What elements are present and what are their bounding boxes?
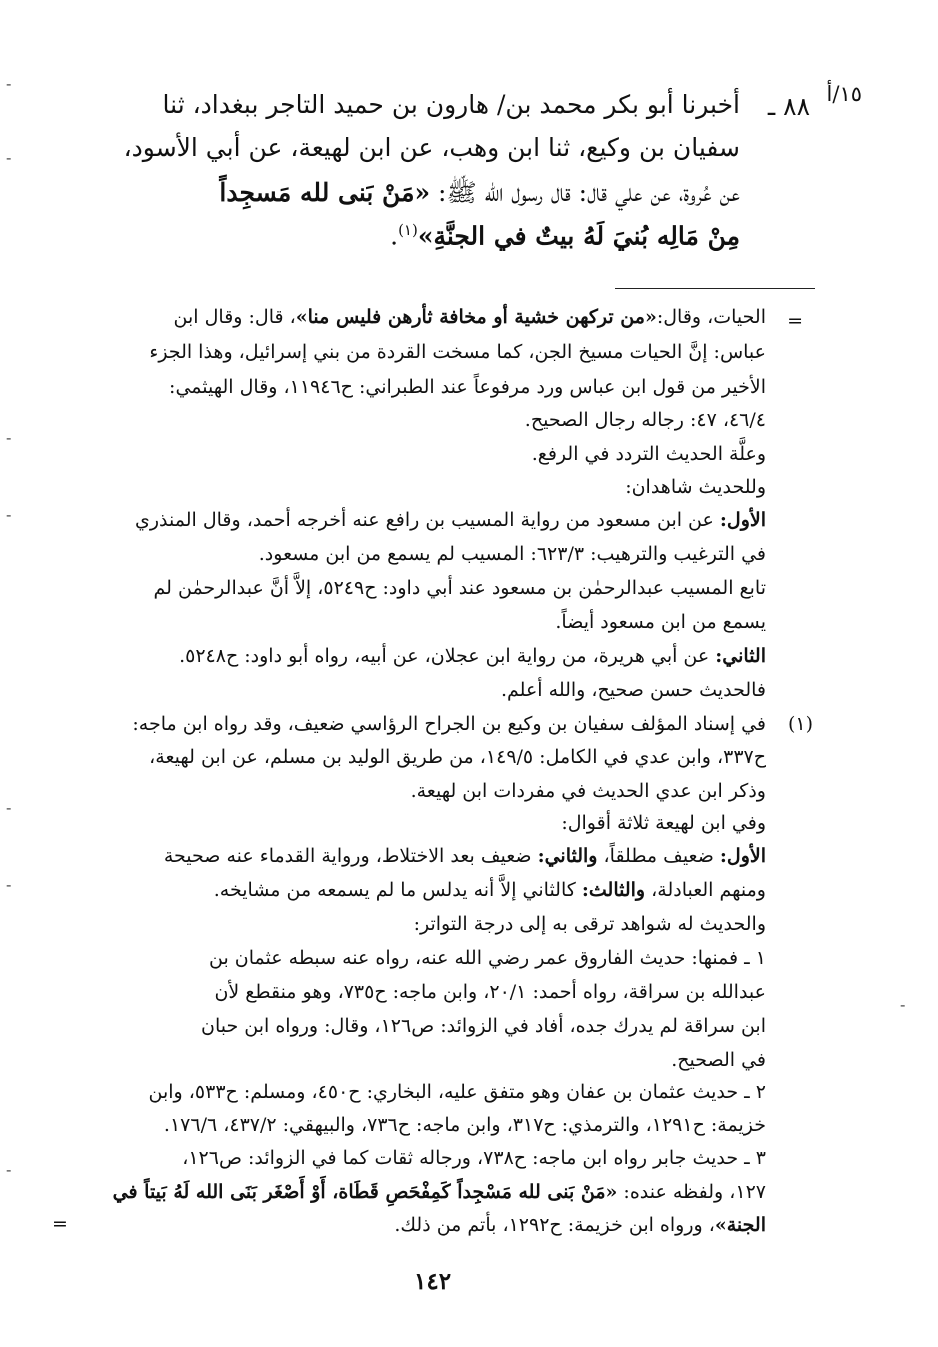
footnote-line: ٤٦/٤، ٤٧: رجاله رجال الصحيح. bbox=[524, 409, 766, 431]
footnote-line: ٢ ـ حديث عثمان بن عفان وهو متفق عليه، البخاري: ح٤٥٠، ومسلم: ح٥٣٣، وابن bbox=[148, 1081, 766, 1103]
footnote-ref: (١) bbox=[398, 221, 418, 239]
footnote-number: (١) bbox=[787, 713, 813, 735]
footnote-line: ح٣٣٧، وابن عدي في الكامل: ١٤٩/٥، من طريق الوليد بن مسلم، عن ابن لهيعة، bbox=[149, 746, 766, 768]
footnote-line: وذكر ابن عدي الحديث في مفردات ابن لهيعة. bbox=[410, 780, 766, 802]
footnote-line: الأول: ضعيف مطلقاً، والثاني: ضعيف بعد الاختلاط، ورواية القدماء عنه صحيحة bbox=[163, 845, 766, 867]
footnote-separator bbox=[615, 288, 815, 289]
footnote-line: وفي ابن لهيعة ثلاثة أقوال: bbox=[561, 812, 766, 834]
margin-mark: - bbox=[6, 74, 12, 93]
margin-mark: - bbox=[6, 428, 12, 447]
folio-reference: ١٥/أ bbox=[826, 82, 862, 106]
footnote-line: عبدالله بن سراقة، رواه أحمد: ٢٠/١، وابن ماجه: ح٧٣٥، وهو منقطع لأن bbox=[214, 981, 766, 1003]
footnote-line: الجنة»، ورواه ابن خزيمة: ح١٢٩٢، بأتم من ذلك. bbox=[394, 1214, 766, 1236]
footnote-line: وللحديث شاهدان: bbox=[625, 476, 766, 498]
footnote-line: فالحديث حسن صحيح، والله أعلم. bbox=[501, 679, 766, 701]
footnote-line: الثاني: عن أبي هريرة، من رواية ابن عجلان، عن أبيه، رواه أبو داود: ح٥٢٤٨. bbox=[179, 645, 766, 667]
footnote-line: خزيمة: ح١٢٩١، والترمذي: ح٣١٧، وابن ماجه: ح٧٣٦، والبيهقي: ٤٣٧/٢، ١٧٦/٦. bbox=[163, 1114, 766, 1136]
page-number: ١٤٢ bbox=[414, 1268, 452, 1295]
footnote-line: في إسناد المؤلف سفيان بن وكيع بن الجراح الرؤاسي ضعيف، وقد رواه ابن ماجه: bbox=[132, 713, 766, 735]
footnote-line: ابن سراقة لم يدرك جده، أفاد في الزوائد: ص١٢٦، وقال: ورواه ابن حبان bbox=[201, 1015, 766, 1037]
footnote-line: عباس: إنَّ الحيات مسيخ الجن، كما مسخت القردة من بني إسرائيل، وهذا الجزء bbox=[149, 341, 766, 363]
margin-mark: - bbox=[6, 1160, 12, 1179]
footnote-line: ومنهم العبادلة، والثالث: كالثاني إلاَّ أنه يدلس ما لم يسمعه من مشايخه. bbox=[213, 879, 766, 901]
continuation-marker: = bbox=[52, 1213, 68, 1235]
footnote-line: الأول: عن ابن مسعود من رواية المسيب بن رافع عنه أخرجه أحمد، وقال المنذري bbox=[134, 509, 766, 531]
footnote-line: وعلَّة الحديث التردد في الرفع. bbox=[531, 443, 766, 465]
continuation-marker: = bbox=[787, 310, 803, 332]
margin-mark: - bbox=[6, 875, 12, 894]
hadith-number: ٨٨ ـ bbox=[767, 92, 810, 121]
margin-mark: - bbox=[6, 798, 12, 817]
margin-mark: - bbox=[6, 505, 12, 524]
margin-mark: - bbox=[6, 148, 12, 167]
prophetic-text: مِنْ مَالِه بُنيَ لَهُ بيتٌ في الجنَّةِ» bbox=[417, 221, 740, 251]
footnote-line: الأخير من قول ابن عباس ورد مرفوعاً عند الطبراني: ح١١٩٤٦، وقال الهيثمي: bbox=[169, 376, 766, 398]
margin-mark: - bbox=[900, 995, 906, 1014]
hadith-line-2: سفيان بن وكيع، ثنا ابن وهب، عن ابن لهيعة، عن أبي الأسود، bbox=[123, 133, 740, 162]
footnote-line: يسمع من ابن مسعود أيضاً. bbox=[555, 611, 766, 633]
footnote-line: والحديث له شواهد ترقى به إلى درجة التواتر: bbox=[413, 913, 766, 935]
footnote-line: في الترغيب والترهيب: ٦٢٣/٣: المسيب لم يسمع من ابن مسعود. bbox=[258, 543, 766, 565]
footnote-line: تابع المسيب عبدالرحمٰن بن مسعود عند أبي داود: ح٥٢٤٩، إلاَّ أنَّ عبدالرحمٰن لم bbox=[153, 577, 766, 599]
prophetic-text: «مَنْ بَنى لله مَسجِداً bbox=[219, 178, 431, 207]
footnote-line: الحيات، وقال:«من تركهن خشية أو مخافة ثأرهن فليس منا»، قال: وقال ابن bbox=[173, 306, 766, 328]
footnote-line: ١ ـ فمنها: حديث الفاروق عمر رضي الله عنه، رواه عنه سبطه عثمان بن bbox=[209, 947, 766, 969]
hadith-line-3: عن عُروة، عن علي قال: قال رسول الله ﷺ: «مَنْ بَنى لله مَسجِداً bbox=[219, 178, 740, 207]
hadith-line-1: أخبرنا أبو بكر محمد بن/ هارون بن حميد التاجر ببغداد، ثنا bbox=[162, 90, 740, 119]
footnote-line: في الصحيح. bbox=[671, 1049, 766, 1071]
hadith-line-4: مِنْ مَالِه بُنيَ لَهُ بيتٌ في الجنَّةِ»$^{(١)}$. bbox=[390, 221, 740, 251]
footnote-line: ١٢٧، ولفظه عنده: «مَنْ بَنى لله مَسْجِداً كَمِفْحَصِ قَطَاة، أَوْ أَصْغَر بَنَى الله لَهُ بَيتاً في bbox=[112, 1181, 766, 1203]
footnote-line: ٣ ـ حديث جابر رواه ابن ماجه: ح٧٣٨، ورجاله ثقات كما في الزوائد: ص١٢٦، bbox=[182, 1147, 766, 1169]
